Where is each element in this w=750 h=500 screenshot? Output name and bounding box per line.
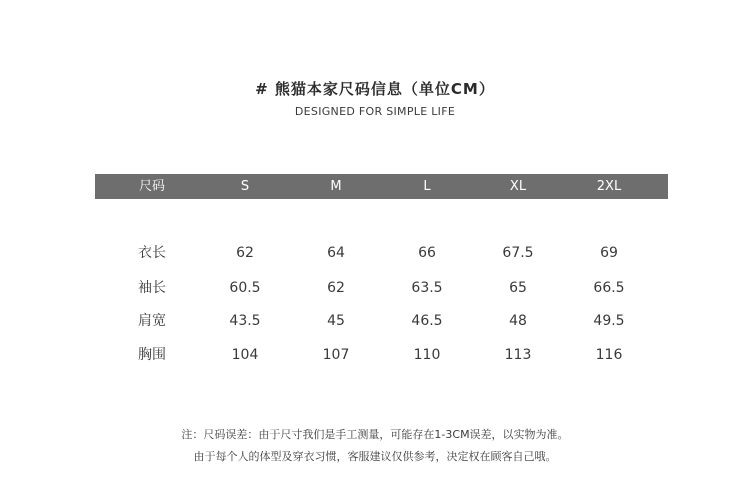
table-cell: 48 [509,313,527,329]
table-cell: 67.5 [502,245,534,261]
column-header-size: 尺码 [138,179,165,194]
table-cell: 107 [322,347,350,363]
table-cell: 65 [509,280,527,296]
table-row [0,310,750,332]
table-cell: 66 [418,245,436,261]
table-cell: 66.5 [593,280,625,296]
table-cell: 49.5 [593,313,625,329]
row-label-shoulder: 肩宽 [138,313,166,329]
table-cell: 113 [504,347,532,363]
column-header-2xl: 2XL [596,179,622,194]
column-header-m: M [330,179,342,194]
row-label-chest: 胸围 [138,347,166,363]
row-label-sleeve: 袖长 [138,280,166,296]
table-row [0,344,750,366]
table-cell: 63.5 [411,280,443,296]
table-cell: 60.5 [229,280,261,296]
column-header-s: S [240,179,250,194]
column-header-xl: XL [509,179,527,194]
page-subtitle: DESIGNED FOR SIMPLE LIFE [294,105,456,118]
table-cell: 104 [231,347,259,363]
table-header-bar [95,174,668,199]
table-cell: 45 [327,313,345,329]
table-row [0,277,750,299]
table-row [0,242,750,264]
table-cell: 64 [327,245,345,261]
table-cell: 46.5 [411,313,443,329]
note-line-2: 由于每个人的体型及穿衣习惯，客服建议仅供参考，决定权在顾客自己哦。 [193,450,557,463]
note-line-1: 注：尺码误差：由于尺寸我们是手工测量，可能存在1-3CM误差，以实物为准。 [181,428,569,441]
column-header-l: L [423,179,431,194]
row-label-length: 衣长 [138,245,166,261]
table-cell: 62 [327,280,345,296]
table-cell: 43.5 [229,313,261,329]
table-cell: 110 [413,347,441,363]
table-cell: 116 [595,347,623,363]
table-cell: 62 [236,245,254,261]
page-title: # 熊猫本家尺码信息（单位CM） [255,80,495,98]
table-cell: 69 [600,245,618,261]
